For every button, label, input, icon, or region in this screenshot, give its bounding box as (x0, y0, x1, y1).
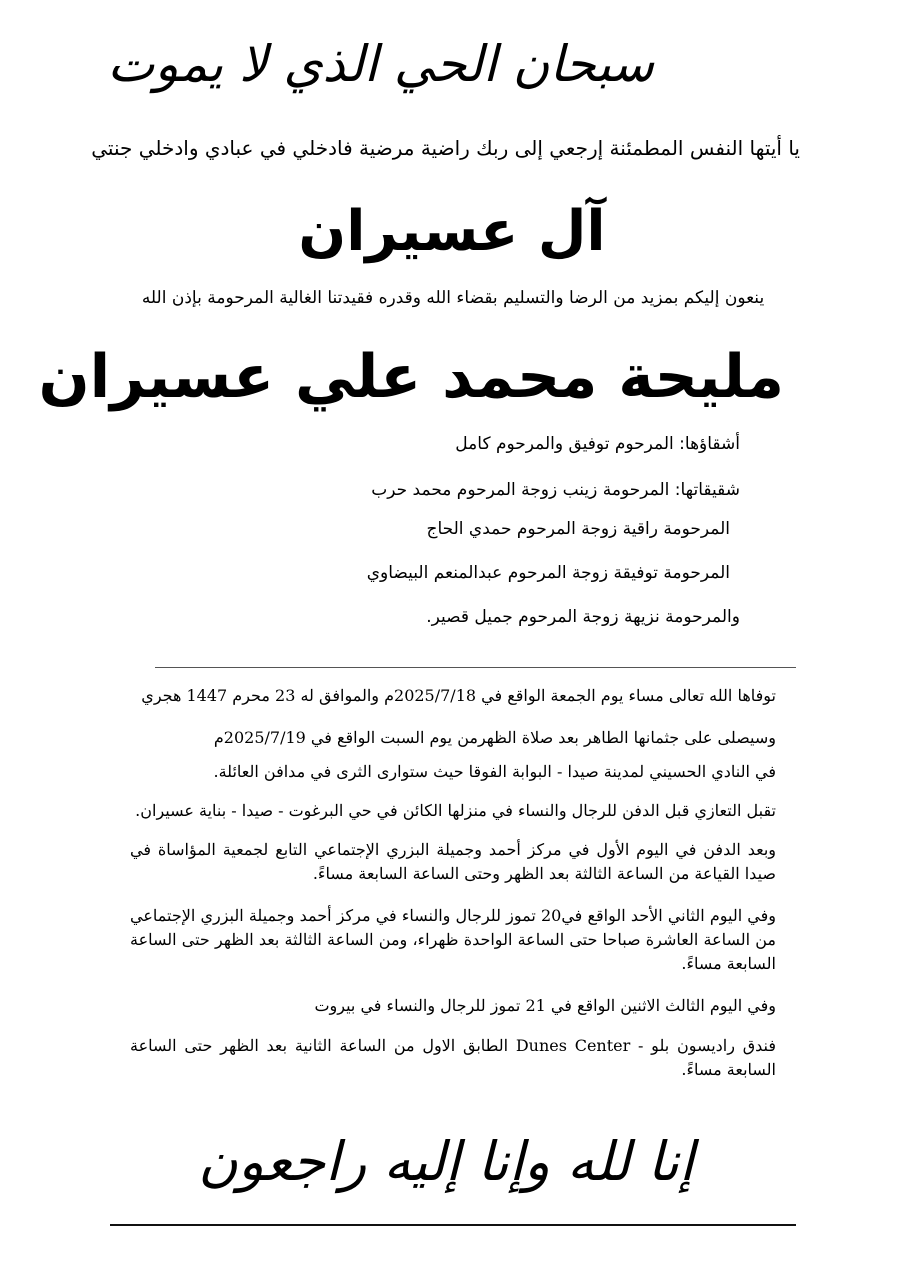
header-calligraphy: سبحان الحي الذي لا يموت (107, 35, 654, 93)
condolences-day-one-paragraph: وبعد الدفن في اليوم الأول في مركز أحمد وجميلة البزري الإجتماعي التابع لجمعية المؤاساة في صيدا القياعة من الساعة الثالثة بعد الظهر وحتى الساعة السابعة مساءً. (130, 840, 776, 883)
announcement-text: ينعون إليكم بمزيد من الرضا والتسليم بقضاء الله وقدره فقيدتنا الغالية المرحومة بإذن الله (141, 288, 765, 308)
section-divider (155, 667, 796, 668)
family-name: آل عسيران (298, 199, 606, 264)
burial-location-paragraph: في النادي الحسيني لمدينة صيدا - البوابة الفوقا حيث ستوارى الثرى في مدافن العائلة. (213, 762, 776, 781)
relatives-sisters-line-2: المرحومة راقية زوجة المرحوم حمدي الحاج (426, 519, 730, 539)
deceased-name: مليحة محمد علي عسيران (38, 342, 784, 412)
relatives-sisters-line-1: شقيقاتها: المرحومة زينب زوجة المرحوم محمد حرب (371, 480, 740, 500)
relatives-sisters-line-4: والمرحومة نزيهة زوجة المرحوم جميل قصير. (426, 607, 740, 627)
condolences-before-burial-paragraph: تقبل التعازي قبل الدفن للرجال والنساء في منزلها الكائن في حي البرغوت - صيدا - بناية عسيران. (135, 801, 776, 820)
bottom-rule (110, 1224, 796, 1226)
condolences-day-two-paragraph: وفي اليوم الثاني الأحد الواقع في20 تموز للرجال والنساء في مركز أحمد وجميلة البزري الإجتماعي من الساعة العاشرة صباحا حتى الساعة الواحدة ظهراء، ومن الساعة الثالثة بعد الظهر حتى الساعة السابعة مساءً. (130, 906, 777, 973)
quran-verse: يا أيتها النفس المطمئنة إرجعي إلى ربك راضية مرضية فادخلي في عبادي وادخلي جنتي (91, 136, 800, 160)
relatives-sisters-line-3: المرحومة توفيقة زوجة المرحوم عبدالمنعم البيضاوي (366, 563, 730, 583)
condolences-venue-paragraph: فندق راديسون بلو - Dunes Center الطابق الاول من الساعة الثانية بعد الظهر حتى الساعة السابعة مساءً. (130, 1036, 777, 1079)
funeral-prayer-paragraph: وسيصلى على جثمانها الطاهر بعد صلاة الظهرمن يوم السبت الواقع في 2025/7/19م (213, 728, 776, 747)
footer-calligraphy: إنا لله وإنا إليه راجعون (198, 1130, 694, 1193)
death-date-paragraph: توفاها الله تعالى مساء يوم الجمعة الواقع في 2025/7/18م والموافق له 23 محرم 1447 هجري (141, 686, 776, 705)
condolences-day-three-paragraph: وفي اليوم الثالث الاثنين الواقع في 21 تموز للرجال والنساء في بيروت (314, 996, 776, 1015)
relatives-brothers: أشقاؤها: المرحوم توفيق والمرحوم كامل (455, 434, 740, 454)
